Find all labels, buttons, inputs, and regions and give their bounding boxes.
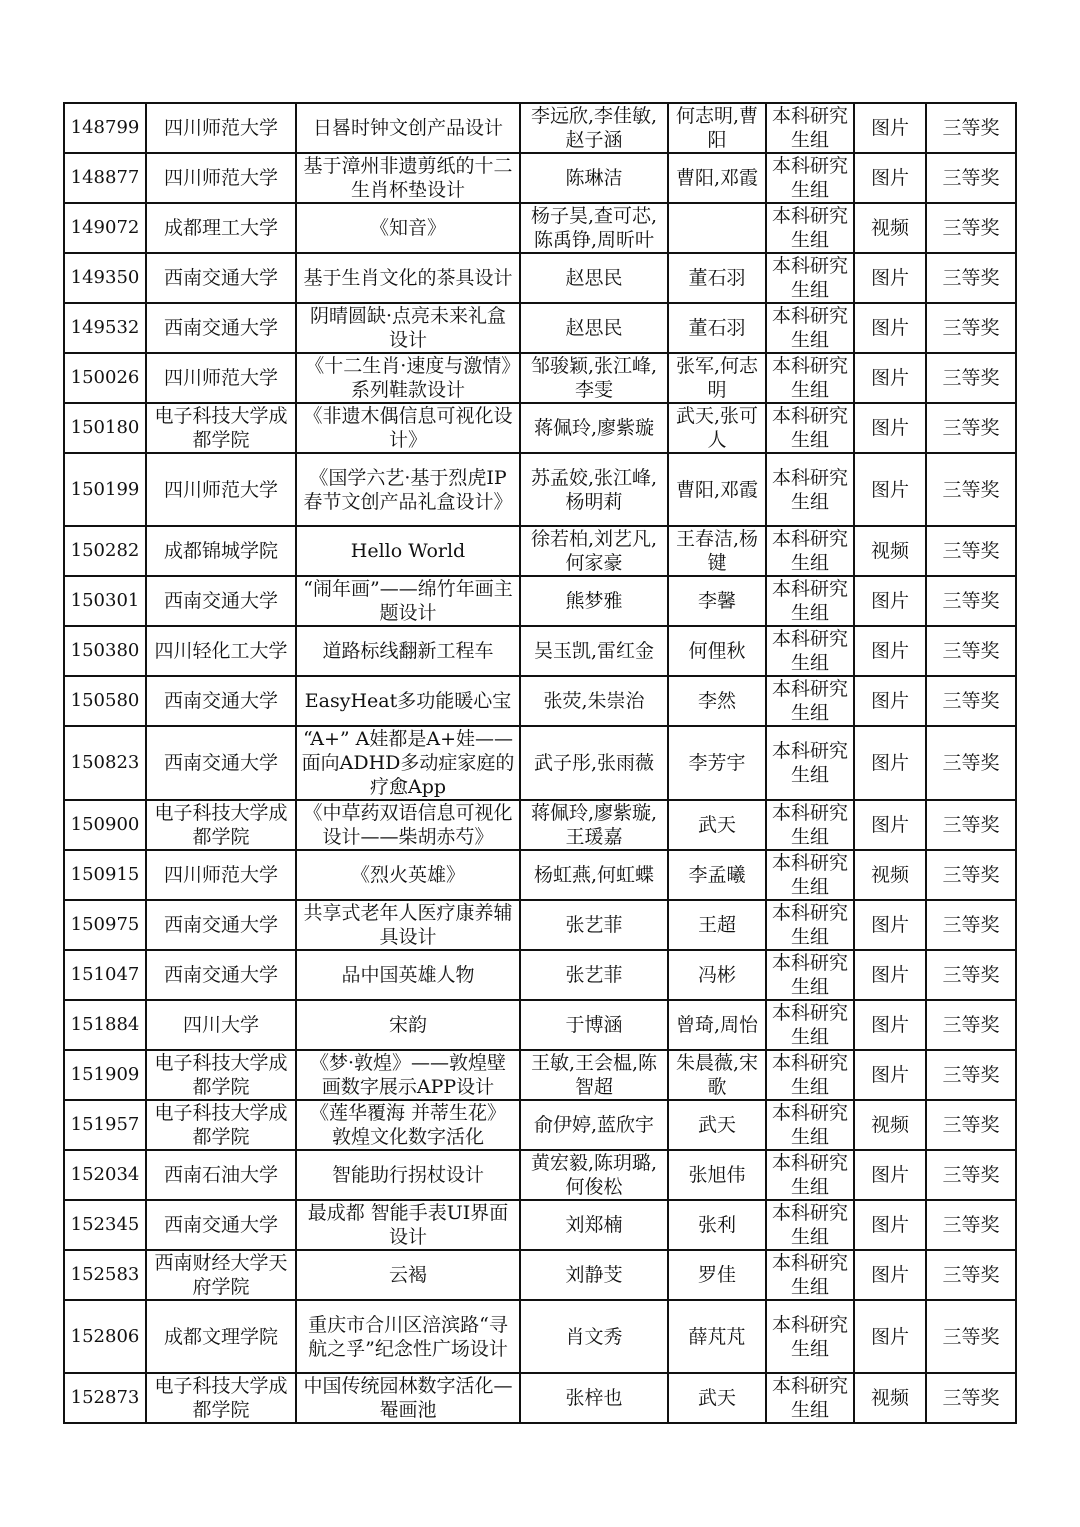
work-type: 图片 <box>854 403 926 453</box>
authors: 赵思民 <box>520 303 668 353</box>
authors: 邹骏颖,张江峰,李雯 <box>520 353 668 403</box>
group: 本科研究生组 <box>766 726 854 800</box>
authors: 武子彤,张雨薇 <box>520 726 668 800</box>
entry-id: 150301 <box>64 576 146 626</box>
work-type: 视频 <box>854 526 926 576</box>
work-title: 基于生肖文化的茶具设计 <box>296 253 520 303</box>
authors: 苏孟姣,张江峰,杨明莉 <box>520 453 668 526</box>
award-level: 三等奖 <box>926 626 1016 676</box>
award-table-body <box>64 103 1016 1423</box>
award-level: 三等奖 <box>926 950 1016 1000</box>
authors: 肖文秀 <box>520 1300 668 1373</box>
award-level: 三等奖 <box>926 403 1016 453</box>
work-type: 图片 <box>854 103 926 153</box>
authors: 蒋佩玲,廖紫璇,王瑗嘉 <box>520 800 668 850</box>
entry-id: 152034 <box>64 1150 146 1200</box>
entry-id: 150900 <box>64 800 146 850</box>
advisor: 罗佳 <box>668 1250 766 1300</box>
work-title: 道路标线翻新工程车 <box>296 626 520 676</box>
award-level: 三等奖 <box>926 303 1016 353</box>
authors: 杨虹燕,何虹蝶 <box>520 850 668 900</box>
school: 四川轻化工大学 <box>146 626 296 676</box>
school: 电子科技大学成都学院 <box>146 403 296 453</box>
school: 西南交通大学 <box>146 253 296 303</box>
work-type: 图片 <box>854 1250 926 1300</box>
award-level: 三等奖 <box>926 900 1016 950</box>
advisor: 何俚秋 <box>668 626 766 676</box>
award-list-table-page <box>63 102 1015 1424</box>
school: 西南石油大学 <box>146 1150 296 1200</box>
work-type: 图片 <box>854 676 926 726</box>
authors: 陈琳洁 <box>520 153 668 203</box>
entry-id: 149072 <box>64 203 146 253</box>
entry-id: 151047 <box>64 950 146 1000</box>
work-title: 重庆市合川区涪滨路“寻航之孚”纪念性广场设计 <box>296 1300 520 1373</box>
table-row <box>64 253 1016 303</box>
authors: 张荧,朱崇治 <box>520 676 668 726</box>
work-type: 图片 <box>854 900 926 950</box>
entry-id: 151884 <box>64 1000 146 1050</box>
award-level: 三等奖 <box>926 1200 1016 1250</box>
school: 西南交通大学 <box>146 1200 296 1250</box>
work-type: 图片 <box>854 1150 926 1200</box>
authors: 杨子昊,查可芯,陈禹铮,周昕叶 <box>520 203 668 253</box>
authors: 张艺菲 <box>520 900 668 950</box>
work-title: 日晷时钟文创产品设计 <box>296 103 520 153</box>
school: 四川大学 <box>146 1000 296 1050</box>
authors: 赵思民 <box>520 253 668 303</box>
school: 四川师范大学 <box>146 103 296 153</box>
work-type: 图片 <box>854 626 926 676</box>
table-row <box>64 800 1016 850</box>
table-row <box>64 403 1016 453</box>
table-row <box>64 1150 1016 1200</box>
table-row <box>64 850 1016 900</box>
table-row <box>64 153 1016 203</box>
group: 本科研究生组 <box>766 453 854 526</box>
table-row <box>64 950 1016 1000</box>
advisor: 武天 <box>668 1100 766 1150</box>
group: 本科研究生组 <box>766 303 854 353</box>
work-type: 图片 <box>854 353 926 403</box>
school: 四川师范大学 <box>146 353 296 403</box>
table-row <box>64 1200 1016 1250</box>
work-title: 《非遗木偶信息可视化设计》 <box>296 403 520 453</box>
advisor: 张军,何志明 <box>668 353 766 403</box>
group: 本科研究生组 <box>766 1050 854 1100</box>
award-level: 三等奖 <box>926 576 1016 626</box>
school: 成都文理学院 <box>146 1300 296 1373</box>
group: 本科研究生组 <box>766 103 854 153</box>
authors: 张艺菲 <box>520 950 668 1000</box>
work-title: EasyHeat多功能暖心宝 <box>296 676 520 726</box>
work-type: 视频 <box>854 1373 926 1423</box>
school: 电子科技大学成都学院 <box>146 1050 296 1100</box>
work-title: “A+” A娃都是A+娃——面向ADHD多动症家庭的疗愈App <box>296 726 520 800</box>
entry-id: 150026 <box>64 353 146 403</box>
advisor: 李然 <box>668 676 766 726</box>
authors: 李远欣,李佳敏,赵子涵 <box>520 103 668 153</box>
award-level: 三等奖 <box>926 1100 1016 1150</box>
work-type: 图片 <box>854 1300 926 1373</box>
school: 西南交通大学 <box>146 900 296 950</box>
group: 本科研究生组 <box>766 626 854 676</box>
group: 本科研究生组 <box>766 526 854 576</box>
authors: 刘郑楠 <box>520 1200 668 1250</box>
work-type: 图片 <box>854 726 926 800</box>
work-type: 图片 <box>854 453 926 526</box>
work-type: 图片 <box>854 253 926 303</box>
work-type: 视频 <box>854 1100 926 1150</box>
work-type: 图片 <box>854 1050 926 1100</box>
entry-id: 151909 <box>64 1050 146 1100</box>
entry-id: 150199 <box>64 453 146 526</box>
award-level: 三等奖 <box>926 1000 1016 1050</box>
advisor: 张利 <box>668 1200 766 1250</box>
group: 本科研究生组 <box>766 850 854 900</box>
group: 本科研究生组 <box>766 1200 854 1250</box>
advisor: 董石羽 <box>668 253 766 303</box>
work-title: 《国学六艺·基于烈虎IP春节文创产品礼盒设计》 <box>296 453 520 526</box>
group: 本科研究生组 <box>766 900 854 950</box>
advisor: 王超 <box>668 900 766 950</box>
table-row <box>64 1300 1016 1373</box>
entry-id: 150975 <box>64 900 146 950</box>
school: 西南财经大学天府学院 <box>146 1250 296 1300</box>
table-row <box>64 576 1016 626</box>
group: 本科研究生组 <box>766 1150 854 1200</box>
table-row <box>64 1050 1016 1100</box>
work-title: 共享式老年人医疗康养辅具设计 <box>296 900 520 950</box>
advisor: 李馨 <box>668 576 766 626</box>
entry-id: 150380 <box>64 626 146 676</box>
group: 本科研究生组 <box>766 353 854 403</box>
school: 四川师范大学 <box>146 850 296 900</box>
group: 本科研究生组 <box>766 203 854 253</box>
group: 本科研究生组 <box>766 676 854 726</box>
advisor: 何志明,曹阳 <box>668 103 766 153</box>
work-title: 品中国英雄人物 <box>296 950 520 1000</box>
authors: 刘静芠 <box>520 1250 668 1300</box>
work-title: 阴晴圆缺·点亮未来礼盒设计 <box>296 303 520 353</box>
award-level: 三等奖 <box>926 253 1016 303</box>
work-title: 中国传统园林数字活化—罨画池 <box>296 1373 520 1423</box>
award-level: 三等奖 <box>926 453 1016 526</box>
group: 本科研究生组 <box>766 576 854 626</box>
entry-id: 149532 <box>64 303 146 353</box>
school: 西南交通大学 <box>146 726 296 800</box>
entry-id: 150823 <box>64 726 146 800</box>
school: 四川师范大学 <box>146 153 296 203</box>
work-type: 图片 <box>854 1000 926 1050</box>
work-type: 图片 <box>854 950 926 1000</box>
work-title: “闹年画”——绵竹年画主题设计 <box>296 576 520 626</box>
authors: 徐若柏,刘艺凡,何家豪 <box>520 526 668 576</box>
advisor: 武天 <box>668 800 766 850</box>
award-list-table <box>63 102 1017 1424</box>
entry-id: 152583 <box>64 1250 146 1300</box>
award-level: 三等奖 <box>926 850 1016 900</box>
work-type: 图片 <box>854 153 926 203</box>
school: 电子科技大学成都学院 <box>146 1100 296 1150</box>
table-row <box>64 103 1016 153</box>
entry-id: 148799 <box>64 103 146 153</box>
entry-id: 152345 <box>64 1200 146 1250</box>
advisor: 武天 <box>668 1373 766 1423</box>
entry-id: 152873 <box>64 1373 146 1423</box>
advisor: 薛芃芃 <box>668 1300 766 1373</box>
authors: 王敏,王会榅,陈智超 <box>520 1050 668 1100</box>
work-title: 宋韵 <box>296 1000 520 1050</box>
advisor: 王春洁,杨键 <box>668 526 766 576</box>
group: 本科研究生组 <box>766 950 854 1000</box>
authors: 俞伊婷,蓝欣宇 <box>520 1100 668 1150</box>
work-type: 图片 <box>854 1200 926 1250</box>
work-title: 《梦·敦煌》——敦煌壁画数字展示APP设计 <box>296 1050 520 1100</box>
school: 西南交通大学 <box>146 576 296 626</box>
work-title: 智能助行拐杖设计 <box>296 1150 520 1200</box>
school: 电子科技大学成都学院 <box>146 800 296 850</box>
table-row <box>64 1100 1016 1150</box>
school: 西南交通大学 <box>146 676 296 726</box>
advisor: 曾琦,周怡 <box>668 1000 766 1050</box>
award-level: 三等奖 <box>926 526 1016 576</box>
work-title: Hello World <box>296 526 520 576</box>
award-level: 三等奖 <box>926 676 1016 726</box>
work-title: 《知音》 <box>296 203 520 253</box>
work-title: 《莲华覆海 并蒂生花》敦煌文化数字活化 <box>296 1100 520 1150</box>
table-row <box>64 1373 1016 1423</box>
school: 成都理工大学 <box>146 203 296 253</box>
group: 本科研究生组 <box>766 403 854 453</box>
table-row <box>64 353 1016 403</box>
authors: 黄宏毅,陈玥璐,何俊松 <box>520 1150 668 1200</box>
work-type: 图片 <box>854 303 926 353</box>
advisor: 曹阳,邓霞 <box>668 453 766 526</box>
group: 本科研究生组 <box>766 1000 854 1050</box>
award-level: 三等奖 <box>926 800 1016 850</box>
advisor: 曹阳,邓霞 <box>668 153 766 203</box>
work-title: 《十二生肖·速度与激情》系列鞋款设计 <box>296 353 520 403</box>
work-type: 图片 <box>854 576 926 626</box>
authors: 张梓也 <box>520 1373 668 1423</box>
entry-id: 150915 <box>64 850 146 900</box>
award-level: 三等奖 <box>926 726 1016 800</box>
award-level: 三等奖 <box>926 1050 1016 1100</box>
award-level: 三等奖 <box>926 1300 1016 1373</box>
table-row <box>64 303 1016 353</box>
school: 电子科技大学成都学院 <box>146 1373 296 1423</box>
group: 本科研究生组 <box>766 1300 854 1373</box>
work-title: 云褐 <box>296 1250 520 1300</box>
work-title: 最成都 智能手表UI界面设计 <box>296 1200 520 1250</box>
school: 成都锦城学院 <box>146 526 296 576</box>
table-row <box>64 626 1016 676</box>
table-row <box>64 203 1016 253</box>
school: 西南交通大学 <box>146 950 296 1000</box>
work-title: 《烈火英雄》 <box>296 850 520 900</box>
work-title: 基于漳州非遗剪纸的十二生肖杯垫设计 <box>296 153 520 203</box>
entry-id: 152806 <box>64 1300 146 1373</box>
table-row <box>64 1000 1016 1050</box>
advisor: 武天,张可人 <box>668 403 766 453</box>
entry-id: 150180 <box>64 403 146 453</box>
entry-id: 148877 <box>64 153 146 203</box>
authors: 吴玉凯,雷红金 <box>520 626 668 676</box>
group: 本科研究生组 <box>766 800 854 850</box>
group: 本科研究生组 <box>766 153 854 203</box>
advisor: 朱晨薇,宋歌 <box>668 1050 766 1100</box>
table-row <box>64 453 1016 526</box>
table-row <box>64 726 1016 800</box>
table-row <box>64 900 1016 950</box>
entry-id: 151957 <box>64 1100 146 1150</box>
school: 西南交通大学 <box>146 303 296 353</box>
work-type: 视频 <box>854 850 926 900</box>
advisor: 张旭伟 <box>668 1150 766 1200</box>
group: 本科研究生组 <box>766 253 854 303</box>
award-level: 三等奖 <box>926 1250 1016 1300</box>
authors: 蒋佩玲,廖紫璇 <box>520 403 668 453</box>
table-row <box>64 526 1016 576</box>
award-level: 三等奖 <box>926 203 1016 253</box>
advisor <box>668 203 766 253</box>
authors: 熊梦雅 <box>520 576 668 626</box>
advisor: 李孟曦 <box>668 850 766 900</box>
school: 四川师范大学 <box>146 453 296 526</box>
award-level: 三等奖 <box>926 1373 1016 1423</box>
advisor: 董石羽 <box>668 303 766 353</box>
award-level: 三等奖 <box>926 103 1016 153</box>
award-level: 三等奖 <box>926 353 1016 403</box>
group: 本科研究生组 <box>766 1250 854 1300</box>
entry-id: 150580 <box>64 676 146 726</box>
table-row <box>64 1250 1016 1300</box>
work-type: 视频 <box>854 203 926 253</box>
entry-id: 150282 <box>64 526 146 576</box>
advisor: 李芳宇 <box>668 726 766 800</box>
group: 本科研究生组 <box>766 1373 854 1423</box>
table-row <box>64 676 1016 726</box>
award-level: 三等奖 <box>926 1150 1016 1200</box>
work-title: 《中草药双语信息可视化设计——柴胡赤芍》 <box>296 800 520 850</box>
award-level: 三等奖 <box>926 153 1016 203</box>
advisor: 冯彬 <box>668 950 766 1000</box>
authors: 于博涵 <box>520 1000 668 1050</box>
work-type: 图片 <box>854 800 926 850</box>
group: 本科研究生组 <box>766 1100 854 1150</box>
entry-id: 149350 <box>64 253 146 303</box>
